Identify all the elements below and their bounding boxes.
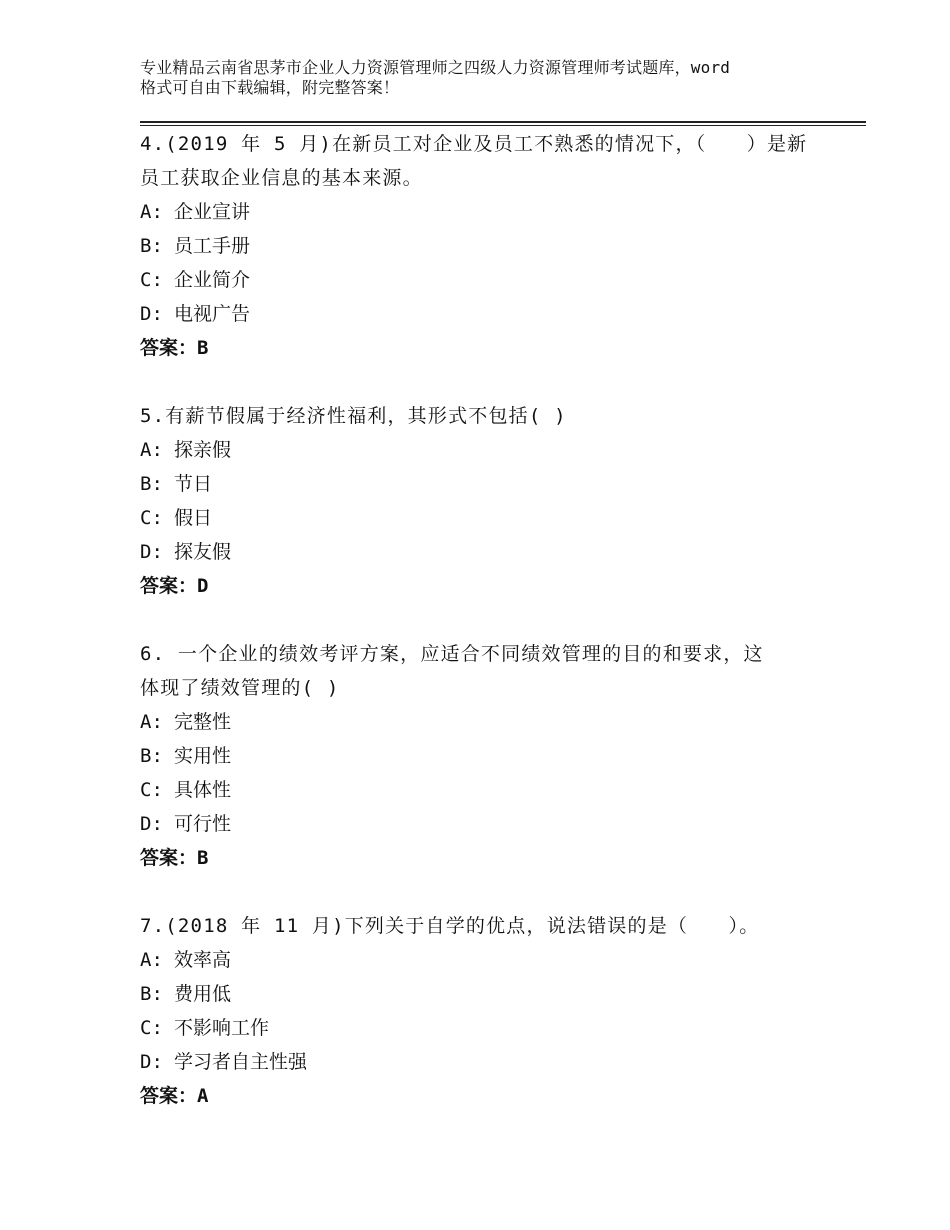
answer-value: D (197, 575, 209, 597)
option-text: 企业简介 (174, 269, 251, 291)
option-letter: C: (140, 269, 163, 291)
option-text: 实用性 (174, 745, 232, 767)
option-letter: B: (140, 983, 163, 1005)
option-letter: B: (140, 473, 163, 495)
option-letter: A: (140, 439, 163, 461)
answer-line (140, 1079, 820, 1113)
answer-value: B (197, 337, 209, 359)
question-7 (140, 909, 820, 1113)
option-text: 员工手册 (174, 235, 251, 257)
option-text: 探亲假 (174, 439, 232, 461)
document-header (140, 58, 830, 98)
option-letter: A: (140, 711, 163, 733)
option-c (140, 263, 820, 297)
option-text: 不影响工作 (174, 1017, 270, 1039)
answer-label: 答案： (140, 337, 198, 359)
option-b (140, 977, 820, 1011)
question-stem-line: 员工获取企业信息的基本来源。 (140, 167, 423, 189)
option-text: 完整性 (174, 711, 232, 733)
header-divider-thick (140, 121, 866, 123)
option-letter: C: (140, 1017, 163, 1039)
option-c (140, 501, 820, 535)
question-stem-line: 5.有薪节假属于经济性福利，其形式不包括( ) (140, 405, 567, 427)
option-c (140, 773, 820, 807)
answer-line (140, 331, 820, 365)
question-4 (140, 127, 820, 365)
header-line-1: 专业精品云南省思茅市企业人力资源管理师之四级人力资源管理师考试题库，word (140, 58, 731, 77)
answer-line (140, 569, 820, 603)
option-c (140, 1011, 820, 1045)
option-a (140, 195, 820, 229)
option-d (140, 535, 820, 569)
question-stem-line: 6. 一个企业的绩效考评方案，应适合不同绩效管理的目的和要求，这 (140, 643, 764, 665)
question-6 (140, 637, 820, 875)
answer-label: 答案： (140, 575, 198, 597)
question-stem-line: 7.(2018 年 11 月)下列关于自学的优点，说法错误的是（ ）。 (140, 915, 760, 937)
question-stem-line: 体现了绩效管理的( ) (140, 677, 340, 699)
answer-label: 答案： (140, 847, 198, 869)
option-a (140, 943, 820, 977)
question-stem-line: 4.(2019 年 5 月)在新员工对企业及员工不熟悉的情况下，（ ）是新 (140, 133, 808, 155)
option-text: 假日 (174, 507, 213, 529)
option-d (140, 1045, 820, 1079)
option-b (140, 467, 820, 501)
option-text: 电视广告 (174, 303, 251, 325)
option-letter: D: (140, 1051, 163, 1073)
option-text: 探友假 (174, 541, 232, 563)
answer-value: B (197, 847, 209, 869)
option-letter: A: (140, 949, 163, 971)
option-letter: C: (140, 507, 163, 529)
answer-value: A (197, 1085, 209, 1107)
answer-line (140, 841, 820, 875)
option-text: 可行性 (174, 813, 232, 835)
option-letter: A: (140, 201, 163, 223)
answer-label: 答案： (140, 1085, 198, 1107)
option-text: 学习者自主性强 (174, 1051, 308, 1073)
option-letter: B: (140, 745, 163, 767)
option-b (140, 229, 820, 263)
option-letter: C: (140, 779, 163, 801)
option-letter: D: (140, 541, 163, 563)
question-list (140, 127, 820, 1147)
option-text: 企业宣讲 (174, 201, 251, 223)
option-a (140, 705, 820, 739)
option-letter: D: (140, 813, 163, 835)
option-text: 具体性 (174, 779, 232, 801)
option-letter: B: (140, 235, 163, 257)
option-d (140, 297, 820, 331)
header-line-2: 格式可自由下载编辑，附完整答案！ (140, 78, 400, 97)
question-5 (140, 399, 820, 603)
option-text: 节日 (174, 473, 213, 495)
header-divider-thin (140, 125, 866, 126)
option-d (140, 807, 820, 841)
option-b (140, 739, 820, 773)
option-text: 费用低 (174, 983, 232, 1005)
option-text: 效率高 (174, 949, 232, 971)
option-a (140, 433, 820, 467)
option-letter: D: (140, 303, 163, 325)
